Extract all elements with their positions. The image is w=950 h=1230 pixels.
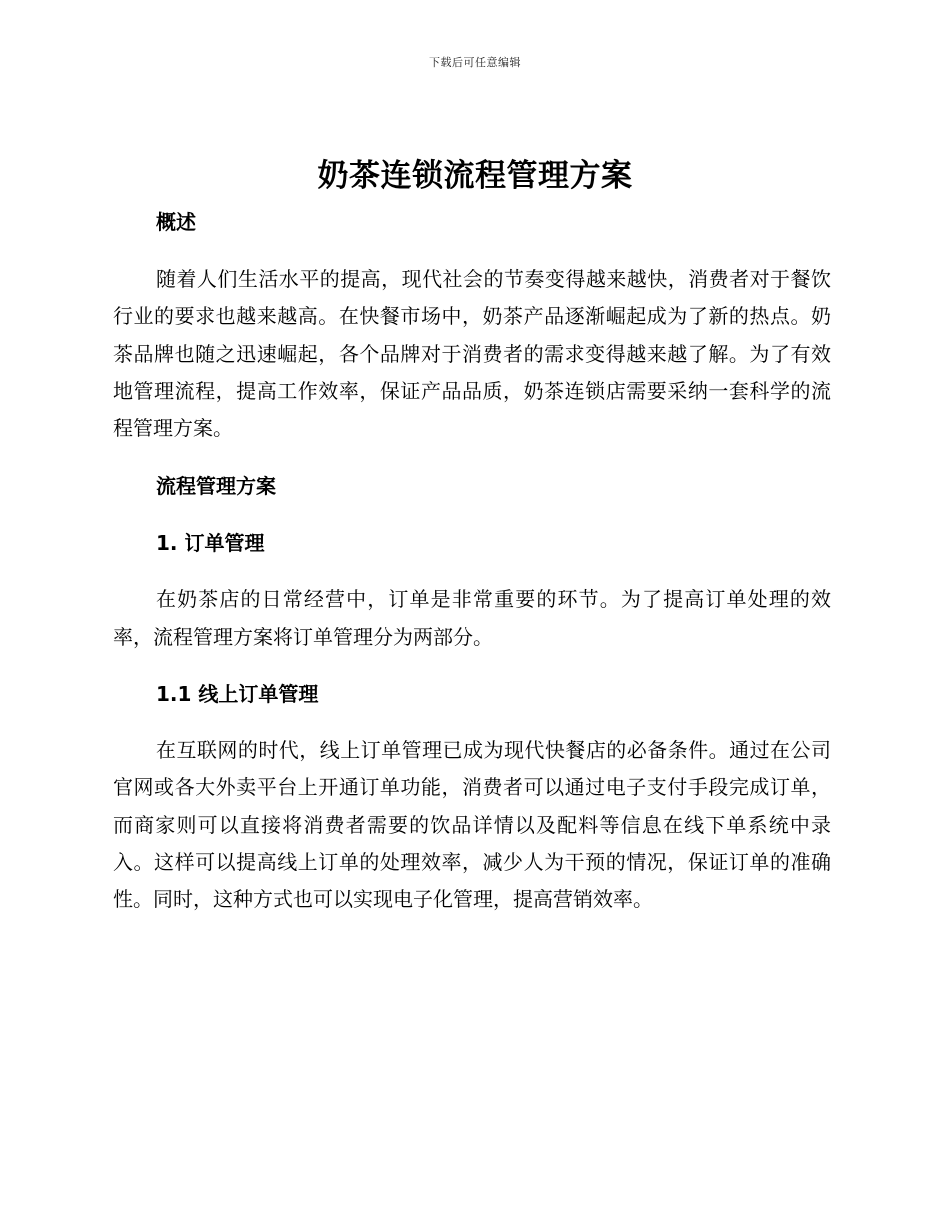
paragraph-order-management: 在奶茶店的日常经营中，订单是非常重要的环节。为了提高订单处理的效率，流程管理方案将订单管理分为两部分。 xyxy=(113,587,831,649)
section-heading-online-order: 1.1 线上订单管理 xyxy=(156,682,319,707)
paragraph-online-order: 在互联网的时代，线上订单管理已成为现代快餐店的必备条件。通过在公司官网或各大外卖平台上开通订单功能，消费者可以通过电子支付手段完成订单，而商家则可以直接将消费者需要的饮品详情以及配料等信息在线下单系统中录入。这样可以提高线上订单的处理效率，减少人为干预的情况，保证订单的准确性。同时，这种方式也可以实现电子化管理，提高营销效率。 xyxy=(113,738,831,912)
section-heading-flow: 流程管理方案 xyxy=(156,474,276,499)
document-body xyxy=(113,203,831,919)
paragraph-overview: 随着人们生活水平的提高，现代社会的节奏变得越来越快，消费者对于餐饮行业的要求也越来越高。在快餐市场中，奶茶产品逐渐崛起成为了新的热点。奶茶品牌也随之迅速崛起，各个品牌对于消费者的需求变得越来越了解。为了有效地管理流程，提高工作效率，保证产品品质，奶茶连锁店需要采纳一套科学的流程管理方案。 xyxy=(113,267,831,441)
section-heading-order-management: 1. 订单管理 xyxy=(156,531,265,556)
section-heading-overview: 概述 xyxy=(156,210,196,234)
document-title: 奶茶连锁流程管理方案 xyxy=(317,158,633,194)
header-note: 下载后可任意编辑 xyxy=(429,56,521,69)
